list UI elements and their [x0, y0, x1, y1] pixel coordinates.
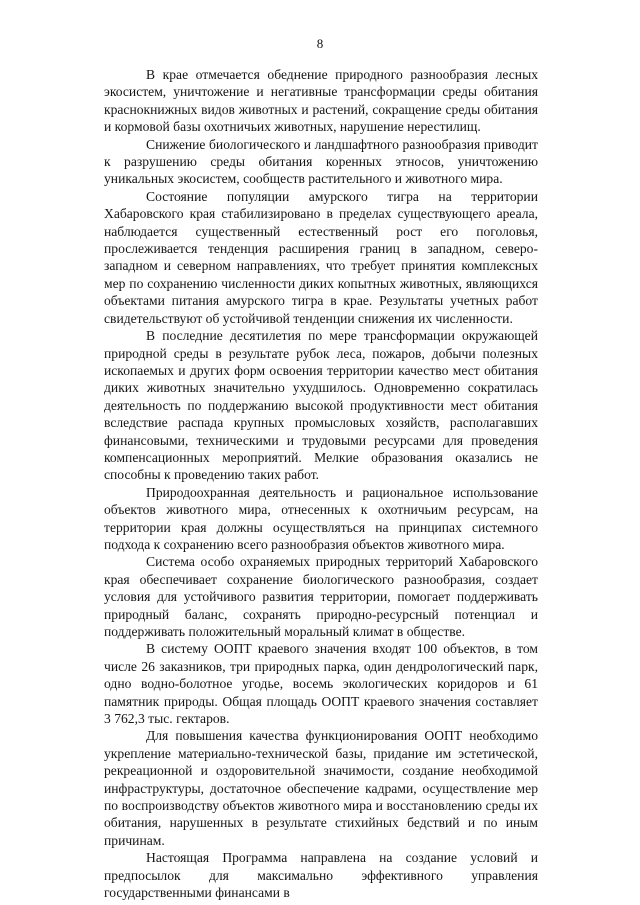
paragraph: В последние десятилетия по мере трансформации окружающей природной среды в результате рубок леса, пожаров, добычи полезных ископаемых и других форм освоения территории качество мест обитания диких животных значительно ухудшилось. Одновременно сократилась деятельность по поддержанию высокой продуктивности мест обитания вследствие распада крупных промысловых хозяйств, располагавших финансовыми, техническими и трудовыми ресурсами для проведения компенсационных мероприятий. Мелкие образования оказались не способны к проведению таких работ. — [104, 328, 538, 483]
paragraph: Природоохранная деятельность и рациональное использование объектов животного мира, отнесенных к охотничьим ресурсам, на территории края должны осуществляться на принципах системного подхода к сохранению всего разнообразия объектов животного мира. — [104, 484, 538, 552]
paragraph: В систему ООПТ краевого значения входят 100 объектов, в том числе 26 заказников, три природных парка, один дендрологический парк, одно водно-болотное угодье, восемь экологических коридоров и 61 памятник природы. Общая площадь ООПТ краевого значения составляет 3 762,3 тыс. гектаров. — [104, 641, 538, 727]
paragraph: Снижение биологического и ландшафтного разнообразия приводит к разрушению среды обитания коренных этносов, уничтожению уникальных экосистем, сообществ растительного и животного мира. — [104, 136, 538, 187]
paragraph: Настоящая Программа направлена на создание условий и предпосылок для максимально эффективного управления государственными финансами в — [104, 850, 538, 901]
paragraph: В крае отмечается обеднение природного разнообразия лесных экосистем, уничтожение и негативные трансформации среды обитания краснокнижных видов животных и растений, сокращение среды обитания и кормовой базы охотничьих животных, нарушение нерестилищ. — [104, 67, 538, 135]
page-number: 8 — [316, 36, 324, 51]
paragraph: Состояние популяции амурского тигра на территории Хабаровского края стабилизировано в пределах существующего ареала, наблюдается существенный естественный рост его поголовья, прослеживается тенденция расширения границ в западном, северо-западном и северном направлениях, что требует принятия комплексных мер по сохранению численности диких копытных животных, являющихся объектами питания амурского тигра в крае. Результаты учетных работ свидетельствуют об устойчивой тенденции снижения их численности. — [104, 188, 538, 326]
paragraph: Для повышения качества функционирования ООПТ необходимо укрепление материально-технической базы, придание им эстетической, рекреационной и оздоровительной значимости, создание необходимой инфраструктуры, достаточное обеспечение кадрами, осуществление мер по воспроизводству объектов животного мира и восстановлению среды их обитания, нарушенных в результате стихийных бедствий и по иным причинам. — [104, 728, 538, 848]
paragraph: Система особо охраняемых природных территорий Хабаровского края обеспечивает сохранение биологического разнообразия, создает условия для устойчивого развития территории, помогает поддерживать природный баланс, сохранять природно-ресурсный потенциал и поддерживать положительный моральный климат в обществе. — [104, 554, 538, 639]
body-text — [104, 66, 538, 902]
